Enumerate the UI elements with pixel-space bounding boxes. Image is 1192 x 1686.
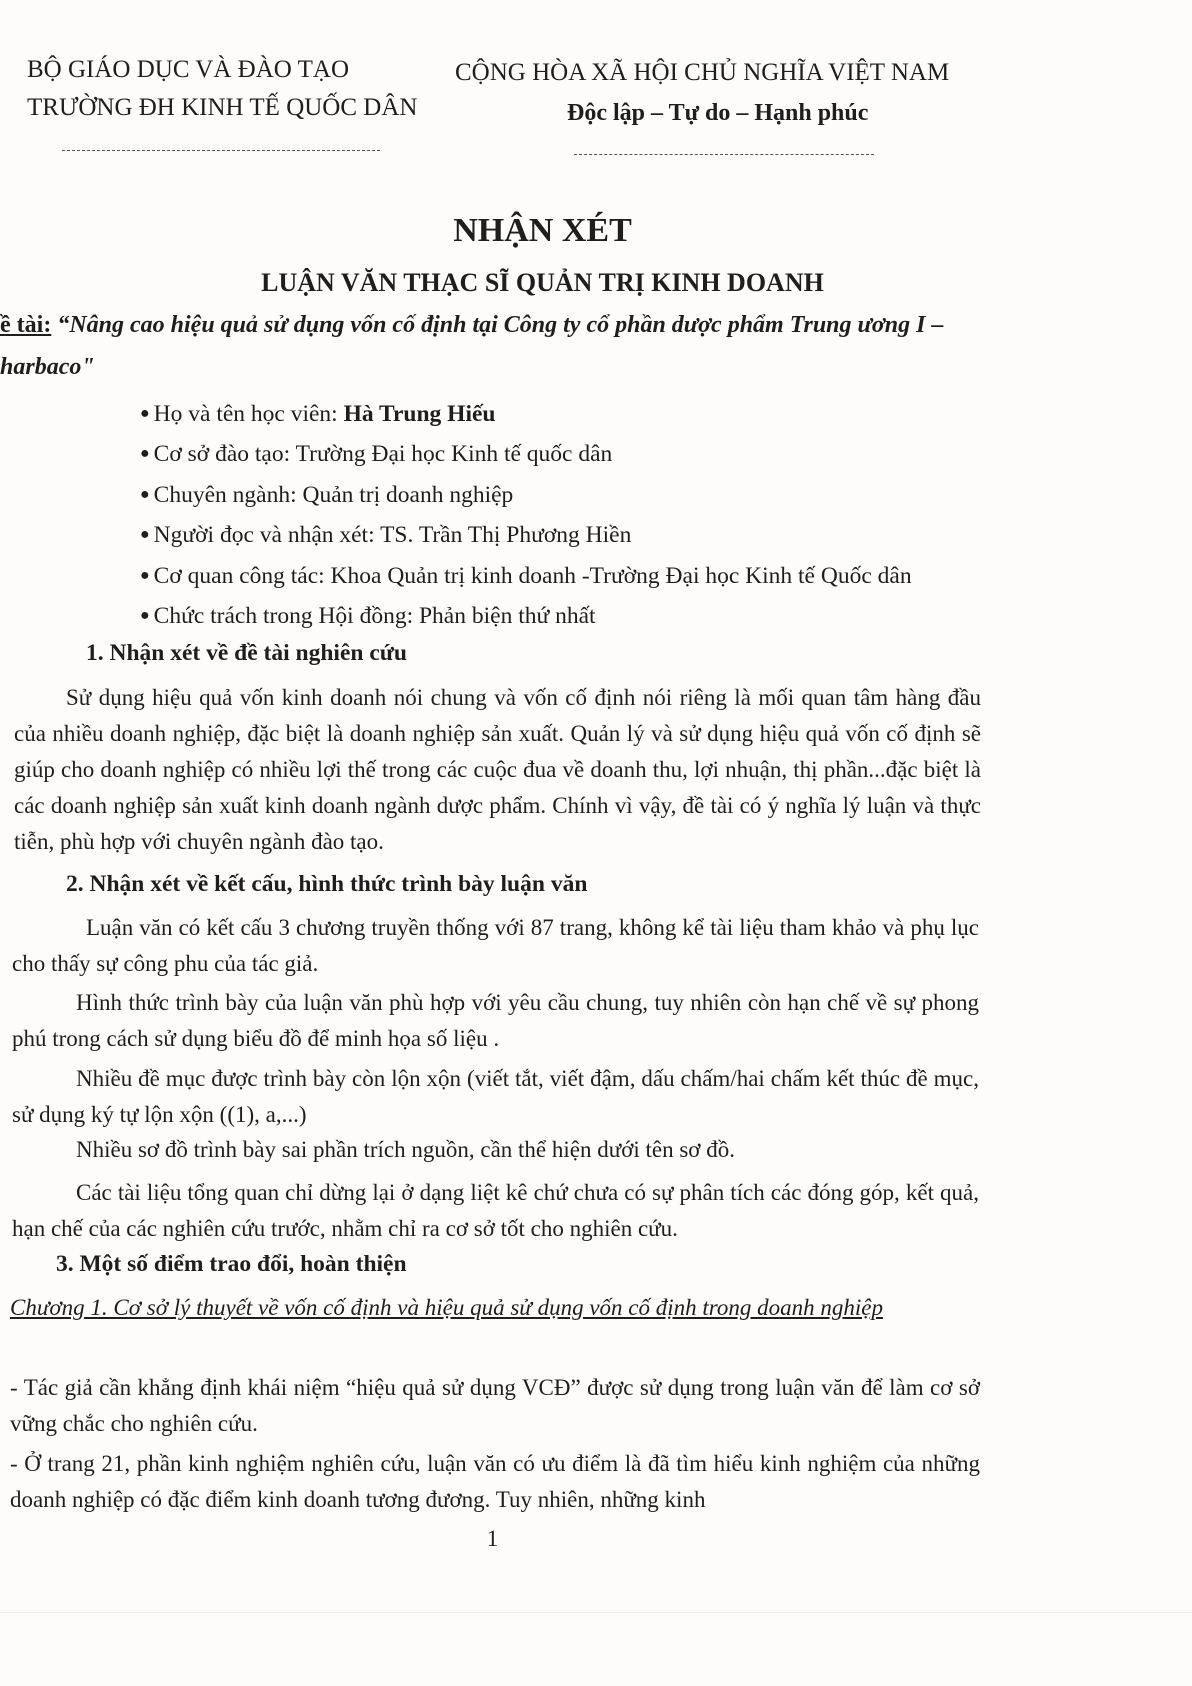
section-2-paragraph-2: Hình thức trình bày của luận văn phù hợp với yêu cầu chung, tuy nhiên còn hạn chế về sự phong phú trong cách sử dụng biểu đồ để minh họa số liệu .: [12, 990, 979, 1051]
section-3-item-1: - Tác giả cần khẳng định khái niệm “hiệu quả sử dụng VCĐ” được sử dụng trong luận văn để làm cơ sở vững chắc cho nghiên cứu.: [10, 1375, 980, 1436]
chapter-1-heading: Chương 1. Cơ sở lý thuyết về vốn cố định và hiệu quả sử dụng vốn cố định trong doanh nghiệp: [10, 1295, 883, 1320]
section-1-paragraph: Sử dụng hiệu quả vốn kinh doanh nói chung và vốn cố định nói riêng là mối quan tâm hàng đầu của nhiều doanh nghiệp, đặc biệt là doanh nghiệp sản xuất. Quản lý và sử dụng hiệu quả vốn cố định sẽ giúp cho doanh nghiệp có nhiều lợi thế trong các cuộc đua về doanh thu, lợi nhuận, thị phần...đặc biệt là các doanh nghiệp sản xuất kinh doanh ngành dược phẩm. Chính vì vậy, đề tài có ý nghĩa lý luận và thực tiễn, phù hợp với chuyên ngành đào tạo.: [14, 685, 981, 854]
list-item: ● Chuyên ngành: Quản trị doanh nghiệp: [140, 482, 514, 508]
topic-text: “Nâng cao hiệu quả sử dụng vốn cố định tại Công ty cổ phần dược phẩm Trung ương I –: [57, 312, 944, 338]
section-heading-1: 1. Nhận xét về đề tài nghiên cứu: [86, 640, 407, 666]
bullet-icon: ●: [140, 486, 150, 503]
page-number: 1: [486, 1526, 499, 1551]
list-item: ● Người đọc và nhận xét: TS. Trần Thị Phương Hiền: [140, 522, 632, 548]
list-item: ● Chức trách trong Hội đồng: Phản biện thứ nhất: [140, 603, 596, 629]
list-item: ● Họ và tên học viên: Hà Trung Hiếu: [140, 401, 496, 427]
list-item: ● Cơ quan công tác: Khoa Quản trị kinh doanh -Trường Đại học Kinh tế Quốc dân: [140, 563, 912, 589]
section-2-paragraph-1: Luận văn có kết cấu 3 chương truyền thống với 87 trang, không kể tài liệu tham khảo và phụ lục cho thấy sự công phu của tác giả.: [12, 915, 979, 976]
page-subtitle: LUẬN VĂN THẠC SĨ QUẢN TRỊ KINH DOANH: [261, 268, 824, 297]
page-title: NHẬN XÉT: [453, 212, 632, 249]
bullet-icon: ●: [140, 567, 150, 584]
thesis-topic-line1: [0, 312, 943, 339]
section-2-paragraph-4: Nhiều sơ đồ trình bày sai phần trích nguồn, cần thể hiện dưới tên sơ đồ.: [76, 1137, 735, 1162]
section-2-paragraph-5: Các tài liệu tổng quan chỉ dừng lại ở dạng liệt kê chứ chưa có sự phân tích các đóng góp, kết quả, hạn chế của các nghiên cứu trước, nhằm chỉ ra cơ sở tốt cho nghiên cứu.: [12, 1180, 979, 1241]
section-3-item-2: - Ở trang 21, phần kinh nghiệm nghiên cứu, luận văn có ưu điểm là đã tìm hiểu kinh nghiệm của những doanh nghiệp có đặc điểm kinh doanh tương đương. Tuy nhiên, những kinh: [10, 1451, 980, 1512]
topic-label: ề tài:: [0, 312, 52, 338]
bullet-icon: ●: [140, 526, 150, 543]
bullet-icon: ●: [140, 607, 150, 624]
bullet-icon: ●: [140, 405, 150, 422]
national-motto: Độc lập – Tự do – Hạnh phúc: [567, 100, 869, 126]
left-dashed-rule: [62, 150, 380, 151]
ministry-name: BỘ GIÁO DỤC VÀ ĐÀO TẠO: [27, 56, 349, 83]
list-item: ● Cơ sở đào tạo: Trường Đại học Kinh tế quốc dân: [140, 441, 613, 467]
page-bottom-edge: [0, 1612, 1192, 1686]
section-2-paragraph-3: Nhiều đề mục được trình bày còn lộn xộn (viết tắt, viết đậm, dấu chấm/hai chấm kết thúc đề mục, sử dụng ký tự lộn xộn ((1), a,...): [12, 1066, 979, 1127]
bullet-icon: ●: [140, 445, 150, 462]
section-heading-3: 3. Một số điểm trao đổi, hoàn thiện: [56, 1251, 407, 1277]
thesis-topic-line2: harbaco": [0, 354, 95, 380]
right-dashed-rule: [574, 154, 874, 155]
national-title: CỘNG HÒA XÃ HỘI CHỦ NGHĨA VIỆT NAM: [455, 59, 950, 86]
university-name: TRƯỜNG ĐH KINH TẾ QUỐC DÂN: [27, 94, 418, 121]
section-heading-2: 2. Nhận xét về kết cấu, hình thức trình bày luận văn: [66, 871, 588, 897]
